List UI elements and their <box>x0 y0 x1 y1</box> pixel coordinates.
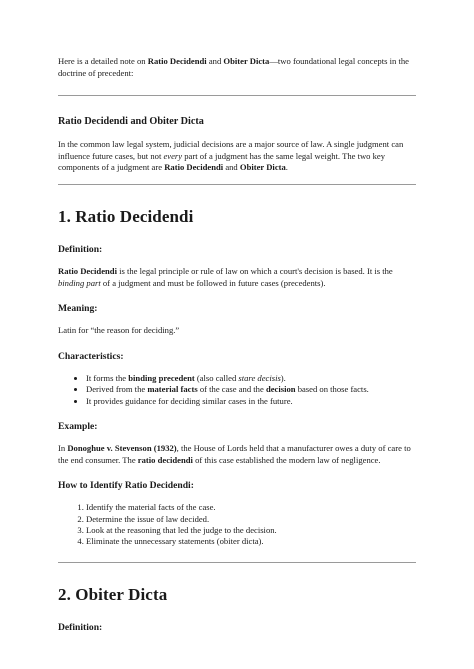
overview-term-ratio: Ratio Decidendi <box>164 162 224 173</box>
obiter-definition-heading: Definition: <box>58 621 103 633</box>
definition-text: is the legal principle or rule of law on which a court's decision is based. It is the <box>116 265 393 276</box>
document-content <box>58 56 416 644</box>
list-item: 3. Look at the reasoning that led the judge to the decision. <box>86 525 416 536</box>
intro-text: and <box>206 56 224 66</box>
list-item-text: based on those facts. <box>295 384 369 395</box>
section-title: Ratio Decidendi and Obiter Dicta <box>58 116 204 128</box>
list-item-term: binding precedent <box>128 372 195 383</box>
example-text: of this case established the modern law of negligence. <box>192 454 381 465</box>
obiter-heading: 2. Obiter Dicta <box>58 584 168 604</box>
list-item: 1. Identify the material facts of the case. <box>86 502 416 513</box>
overview-emphasis: every <box>163 150 183 161</box>
overview-text: and <box>223 162 240 173</box>
list-item-term: material facts <box>147 384 198 395</box>
intro-term-ratio: Ratio Decidendi <box>147 56 207 66</box>
ratio-meaning-heading: Meaning: <box>58 303 98 315</box>
example-case-name: Donoghue v. Stevenson (1932) <box>67 442 177 453</box>
ratio-heading: 1. Ratio Decidendi <box>58 206 194 226</box>
list-item-text: ). <box>280 372 286 383</box>
ratio-identify-heading: How to Identify Ratio Decidendi: <box>58 480 194 492</box>
list-item <box>86 373 416 384</box>
list-item: 2. Determine the issue of law decided. <box>86 514 416 525</box>
list-item-text: It provides guidance for deciding similar cases in the future. <box>86 395 293 406</box>
definition-emphasis: binding part <box>58 277 101 288</box>
ratio-example-heading: Example: <box>58 420 98 432</box>
list-item: 4. Eliminate the unnecessary statements (obiter dicta). <box>86 536 416 547</box>
characteristics-list <box>58 373 416 407</box>
intro-paragraph <box>58 56 416 79</box>
ratio-meaning-text: Latin for “the reason for deciding.” <box>58 325 180 336</box>
example-term: ratio decidendi <box>137 454 193 465</box>
identify-steps-list <box>58 502 416 548</box>
intro-term-obiter: Obiter Dicta <box>223 56 270 66</box>
divider <box>58 562 416 563</box>
ratio-example-paragraph <box>58 443 416 466</box>
overview-paragraph <box>58 139 416 174</box>
ratio-definition-heading: Definition: <box>58 243 103 255</box>
list-item-text: of the case and the <box>197 384 266 395</box>
list-item <box>86 384 416 395</box>
ratio-definition-paragraph <box>58 266 416 289</box>
list-item-term: decision <box>265 384 296 395</box>
intro-text: —two foundational legal concepts in the doctrine of precedent: <box>58 56 409 78</box>
overview-text: . <box>285 162 288 173</box>
list-item-text: Derived from the <box>86 384 148 395</box>
example-text: , the House of Lords held that a manufacturer owes a duty of care to the end consumer. The <box>58 442 411 465</box>
overview-text: In the common law legal system, judicial decisions are a major source of law. A single judgment can influence future cases, but not <box>58 139 404 161</box>
list-item <box>86 396 416 407</box>
intro-text: Here is a detailed note on <box>58 56 148 66</box>
overview-text: part of a judgment has the same legal weight. The two key components of a judgment are <box>58 150 386 173</box>
overview-term-obiter: Obiter Dicta <box>239 162 286 173</box>
example-text: In <box>58 442 68 453</box>
definition-text: of a judgment and must be followed in future cases (precedents). <box>100 277 326 288</box>
list-item-text: (also called <box>194 372 239 383</box>
divider <box>58 95 416 96</box>
divider <box>58 184 416 185</box>
definition-term: Ratio Decidendi <box>58 265 117 276</box>
list-item-emphasis: stare decisis <box>238 372 281 383</box>
ratio-characteristics-heading: Characteristics: <box>58 350 124 362</box>
list-item-text: It forms the <box>86 372 129 383</box>
